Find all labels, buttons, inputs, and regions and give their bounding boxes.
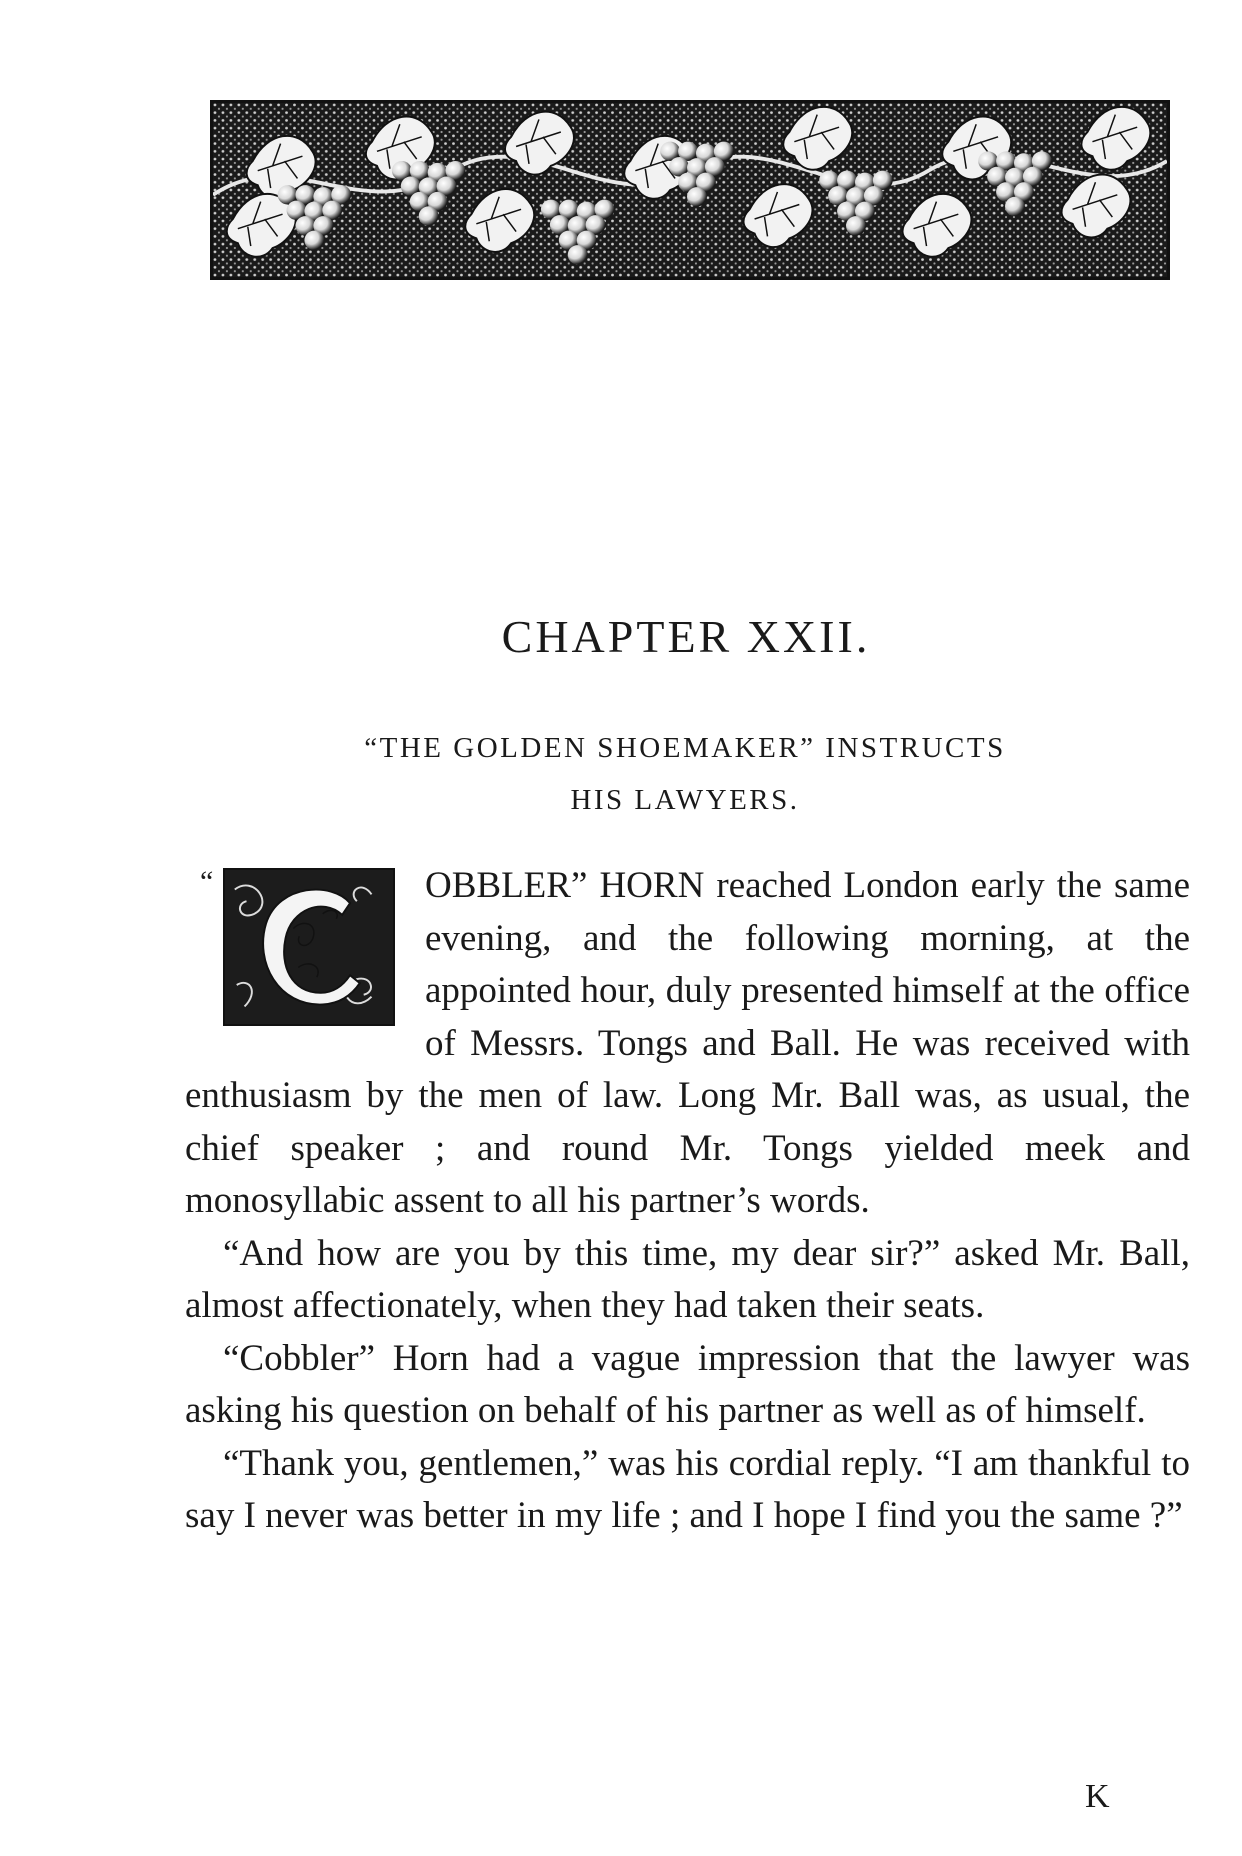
paragraph-2: “And how are you by this time, my dear sir?” asked Mr. Ball, almost affectionately, when they had taken their seats. <box>185 1232 1190 1326</box>
chapter-title: CHAPTER XXII. <box>501 611 871 662</box>
ornamental-drop-cap-c-icon <box>223 868 395 1026</box>
chapter-subtitle-line-1: “THE GOLDEN SHOEMAKER” INSTRUCTS <box>364 732 1006 764</box>
chapter-subtitle <box>255 722 1115 826</box>
drop-cap-open-quote: “ <box>200 865 214 898</box>
signature-mark: K <box>1085 1778 1110 1815</box>
paragraph-3: “Cobbler” Horn had a vague impression that the lawyer was asking his question on behalf of his partner as well as of himself. <box>185 1337 1190 1431</box>
grapevine-headpiece-icon <box>210 100 1170 280</box>
paragraph-1: OBBLER” HORN reached London early the same evening, and the following morning, at the appointed hour, duly presented himself at the office of Messrs. Tongs and Ball. He was received with enthusiasm by the men of law. Long Mr. Ball was, as usual, the chief speaker ; and round Mr. Tongs yielded meek and monosyllabic assent to all his partner’s words. <box>185 865 1190 1221</box>
drop-cap <box>185 860 417 1050</box>
chapter-subtitle-line-2: HIS LAWYERS. <box>570 784 800 816</box>
chapter-body <box>185 860 1190 1543</box>
paragraph-4: “Thank you, gentlemen,” was his cordial reply. “I am thankful to say I never was better in my life ; and I hope I find you the same ?” <box>185 1442 1190 1536</box>
